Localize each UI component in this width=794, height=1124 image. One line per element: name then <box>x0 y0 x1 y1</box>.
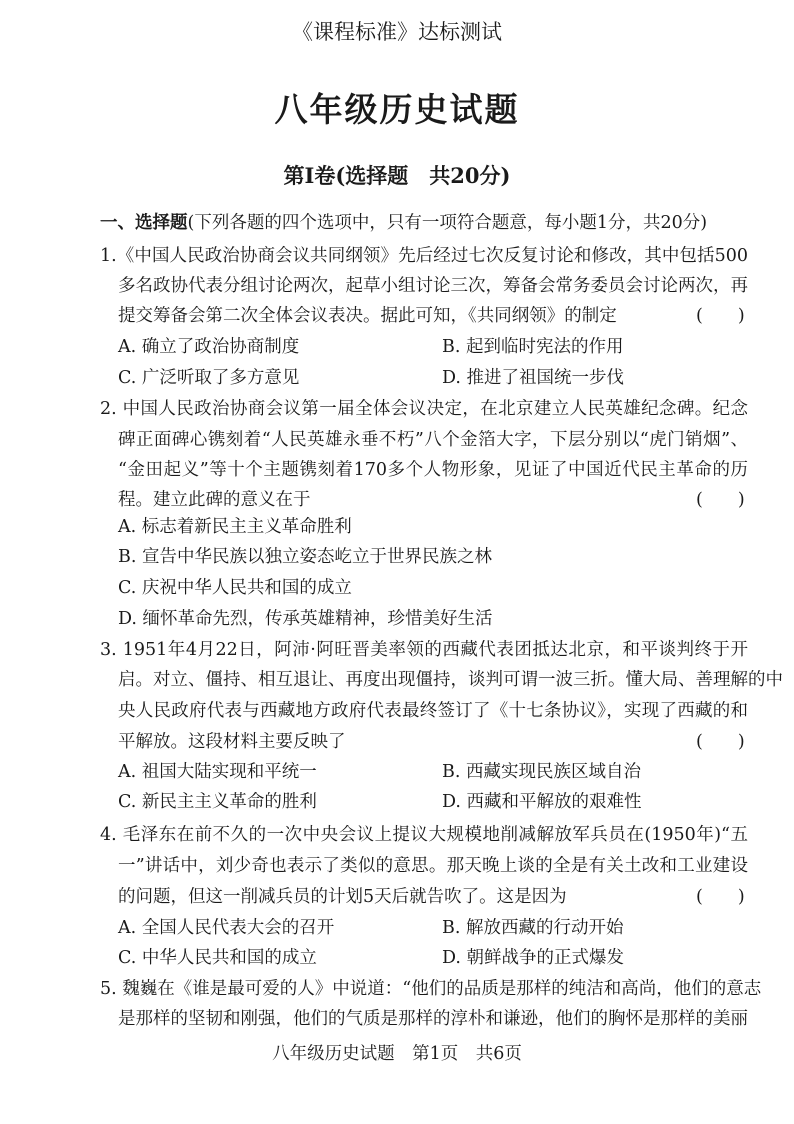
option-a: A. 全国人民代表大会的召开 <box>118 918 335 938</box>
option-d: D. 推进了祖国统一步伐 <box>442 368 625 388</box>
question-line: 的问题，但这一削减兵员的计划5天后就告吹了。这是因为 <box>118 887 567 907</box>
option-b: B. 起到临时宪法的作用 <box>442 337 624 357</box>
option-c: C. 庆祝中华人民共和国的成立 <box>118 578 352 598</box>
question-line: 提交筹备会第二次全体会议表决。据此可知，《共同纲领》的制定 <box>118 306 617 326</box>
question-line: “金田起义”等十个主题镌刻着170多个人物形象，见证了中国近代民主革命的历 <box>118 460 748 480</box>
option-b: B. 西藏实现民族区域自治 <box>442 762 641 782</box>
question-line: 央人民政府代表与西藏地方政府代表最终签订了《十七条协议》，实现了西藏的和 <box>118 701 748 721</box>
option-a: A. 确立了政治协商制度 <box>118 337 300 357</box>
option-d: D. 缅怀革命先烈，传承英雄精神，珍惜美好生活 <box>118 609 493 629</box>
question-line: 2. 中国人民政治协商会议第一届全体会议决定，在北京建立人民英雄纪念碑。纪念 <box>100 399 748 419</box>
question-line: 是那样的坚韧和刚强，他们的气质是那样的淳朴和谦逊，他们的胸怀是那样的美丽 <box>118 1009 748 1029</box>
question-line: 4. 毛泽东在前不久的一次中央会议上提议大规模地削减解放军兵员在(1950年)“五 <box>100 825 748 845</box>
page-footer: 八年级历史试题 第1页 共6页 <box>272 1044 522 1064</box>
option-b: B. 解放西藏的行动开始 <box>442 918 624 938</box>
question-line: 程。建立此碑的意义在于 <box>118 490 311 510</box>
question-line: 5. 魏巍在《谁是最可爱的人》中说道：“他们的品质是那样的纯洁和高尚，他们的意志 <box>100 979 762 999</box>
answer-bracket: ( ) <box>696 887 745 907</box>
option-c: C. 新民主主义革命的胜利 <box>118 792 317 812</box>
option-b: B. 宣告中华民族以独立姿态屹立于世界民族之林 <box>118 547 492 567</box>
option-c: C. 中华人民共和国的成立 <box>118 948 317 968</box>
section-instruction: (下列各题的四个选项中，只有一项符合题意，每小题1分，共20分) <box>187 213 708 233</box>
question-line: 一”讲话中，刘少奇也表示了类似的意思。那天晚上谈的全是有关土改和工业建设 <box>118 856 748 876</box>
option-a: A. 标志着新民主主义革命胜利 <box>118 517 352 537</box>
exam-title: 八年级历史试题 <box>274 90 520 129</box>
question-line: 多名政协代表分组讨论两次，起草小组讨论三次，筹备会常务委员会讨论两次，再 <box>118 276 748 296</box>
question-line: 平解放。这段材料主要反映了 <box>118 732 346 752</box>
option-c: C. 广泛听取了多方意见 <box>118 368 300 388</box>
option-d: D. 朝鲜战争的正式爆发 <box>442 948 625 968</box>
section-heading <box>100 210 707 236</box>
exam-subtitle: 《课程标准》达标测试 <box>292 20 502 44</box>
question-line: 碑正面碑心镌刻着“人民英雄永垂不朽”八个金箔大字，下层分别以“虎门销烟”、 <box>118 430 748 450</box>
answer-bracket: ( ) <box>696 732 745 752</box>
answer-bracket: ( ) <box>696 490 745 510</box>
part-heading: 第Ⅰ卷(选择题 共20分) <box>283 163 511 188</box>
answer-bracket: ( ) <box>696 306 745 326</box>
question-line: 启。对立、僵持、相互退让、再度出现僵持，谈判可谓一波三折。懂大局、善理解的中 <box>118 670 783 690</box>
option-a: A. 祖国大陆实现和平统一 <box>118 762 317 782</box>
option-d: D. 西藏和平解放的艰难性 <box>442 792 642 812</box>
question-line: 3. 1951年4月22日，阿沛·阿旺晋美率领的西藏代表团抵达北京，和平谈判终于开 <box>100 640 748 660</box>
question-line: 1.《中国人民政治协商会议共同纲领》先后经过七次反复讨论和修改，其中包括500 <box>100 246 748 266</box>
section-label: 一、选择题 <box>100 213 188 233</box>
